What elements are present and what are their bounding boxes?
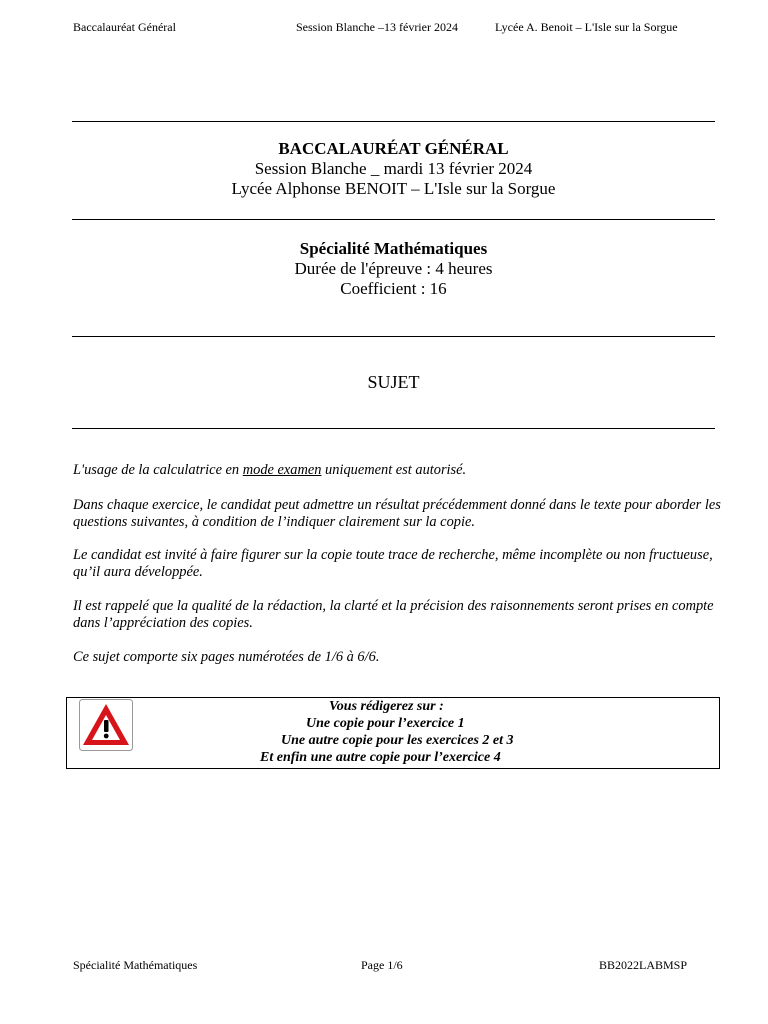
instruction-admit-result: Dans chaque exercice, le candidat peut admettre un résultat précédemment donné dans le texte pour aborder les questions suivantes, à condition de l’indiquer clairement sur la copie. — [73, 497, 721, 530]
instruction-calculator: L'usage de la calculatrice en mode examen uniquement est autorisé. — [73, 462, 467, 478]
header-right: Lycée A. Benoit – L'Isle sur la Sorgue — [495, 20, 678, 34]
title-line-2: Session Blanche _ mardi 13 février 2024 — [254, 159, 533, 178]
divider — [72, 219, 715, 220]
instruction-page-count: Ce sujet comporte six pages numérotées de 1/6 à 6/6. — [73, 649, 380, 665]
header-center: Session Blanche –13 février 2024 — [296, 20, 458, 34]
exam-coefficient: Coefficient : 16 — [340, 279, 447, 298]
instruction-quality: Il est rappelé que la qualité de la rédaction, la clarté et la précision des raisonnements seront prises en compte dans l’appréciation des copies. — [73, 598, 714, 631]
notice-line-2: Une copie pour l’exercice 1 — [306, 716, 465, 731]
mode-examen-text: mode examen — [242, 462, 322, 478]
title-line-1: BACCALAURÉAT GÉNÉRAL — [278, 139, 509, 158]
footer-right: BB2022LABMSP — [599, 958, 688, 972]
divider — [72, 121, 715, 122]
footer-page-number: Page 1/6 — [361, 958, 403, 972]
exam-block — [72, 239, 715, 299]
instruction-research-trace: Le candidat est invité à faire figurer sur la copie toute trace de recherche, même incomplète ou non fructueuse, qu’il aura développée. — [73, 547, 713, 580]
exam-duration: Durée de l'épreuve : 4 heures — [294, 259, 493, 278]
notice-box — [66, 697, 720, 769]
notice-line-4: Et enfin une autre copie pour l’exercice 4 — [260, 750, 501, 765]
notice-line-3: Une autre copie pour les exercices 2 et 3 — [281, 733, 514, 748]
sujet-heading: SUJET — [367, 372, 420, 392]
notice-line-1: Vous rédigerez sur : — [329, 699, 444, 714]
divider — [72, 336, 715, 337]
title-line-3: Lycée Alphonse BENOIT – L'Isle sur la Sorgue — [231, 179, 556, 198]
warning-triangle-icon — [79, 699, 133, 751]
title-block — [72, 139, 715, 199]
footer-left: Spécialité Mathématiques — [73, 958, 198, 972]
header-left: Baccalauréat Général — [73, 20, 176, 34]
divider — [72, 428, 715, 429]
subject-title: Spécialité Mathématiques — [299, 239, 488, 258]
